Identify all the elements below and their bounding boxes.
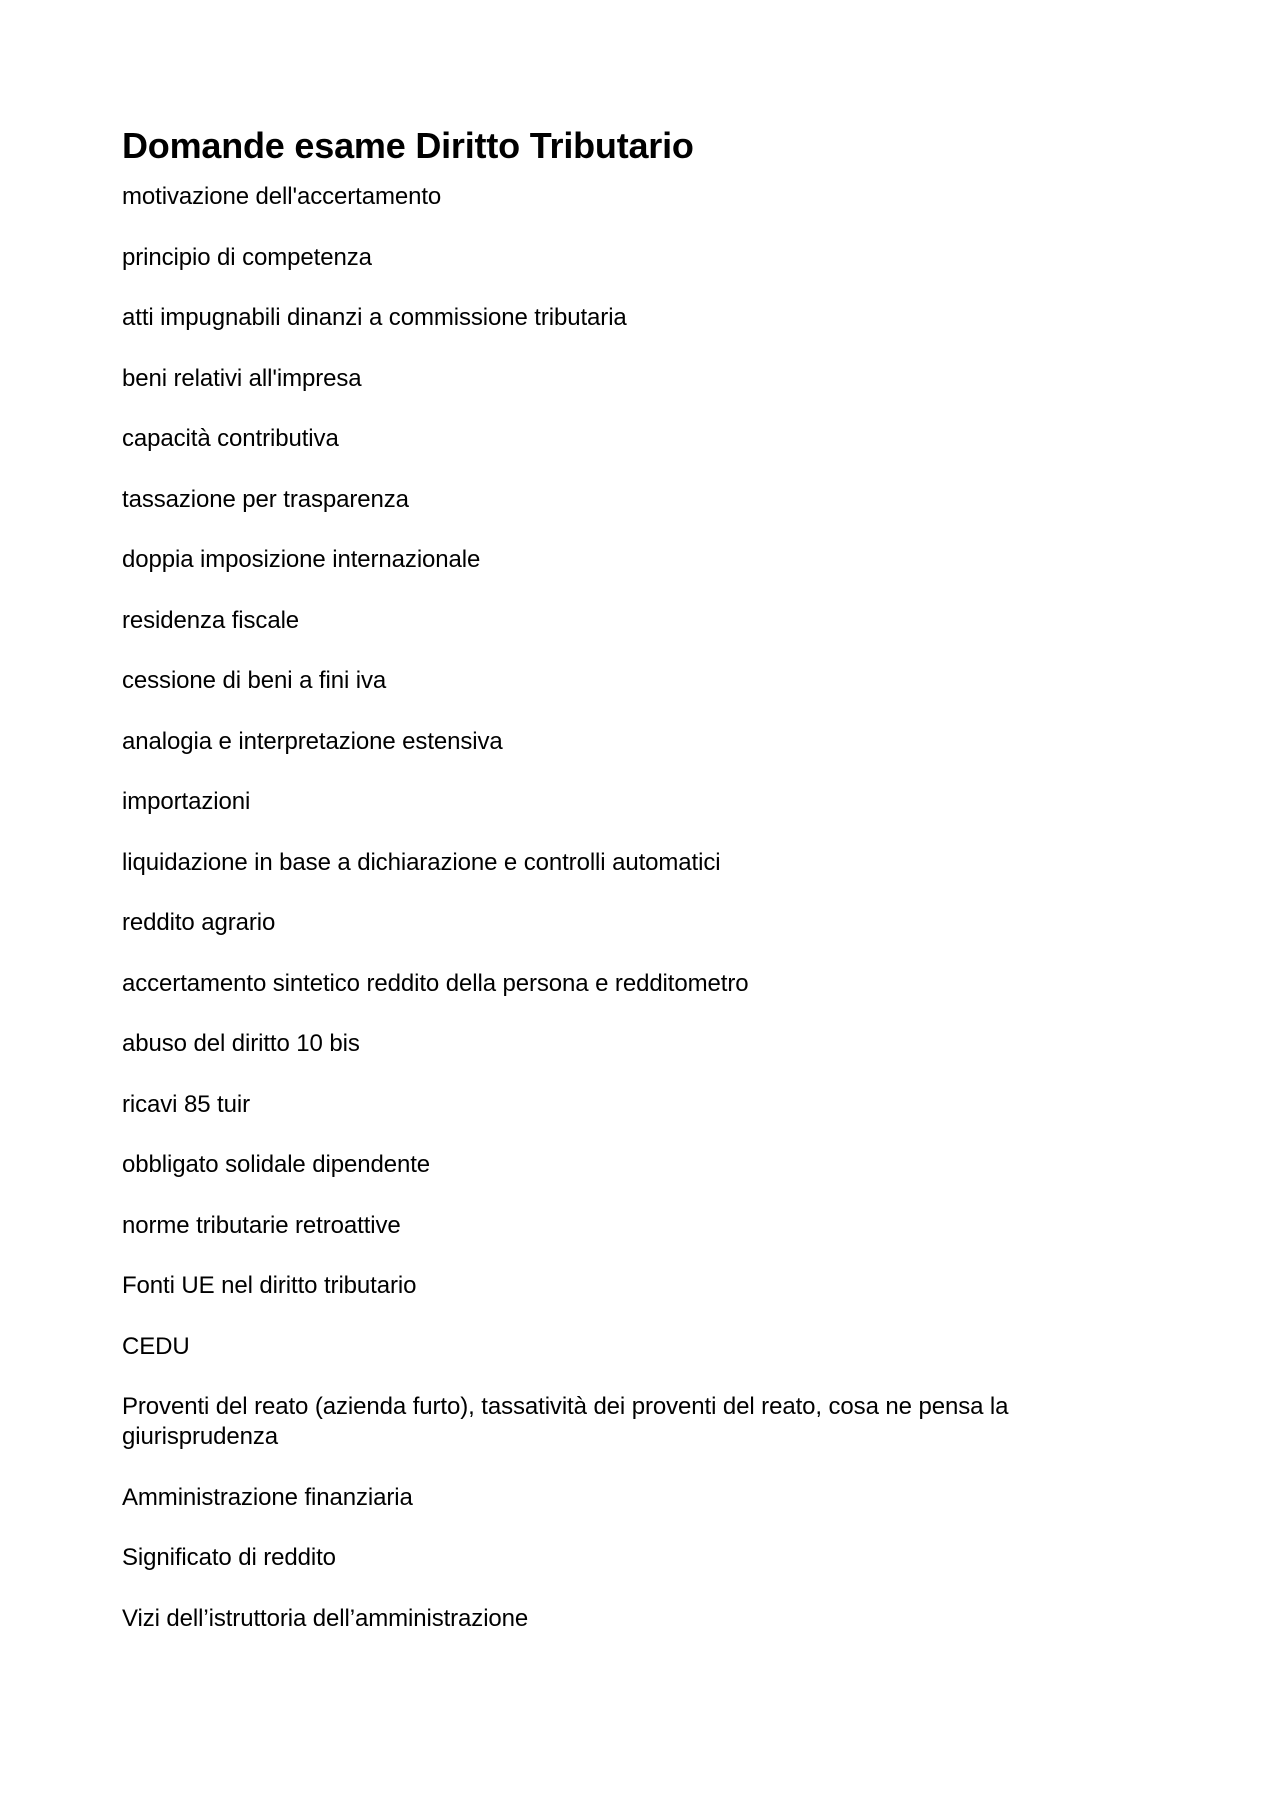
question-item: obbligato solidale dipendente (122, 1151, 431, 1178)
question-item: importazioni (122, 788, 251, 815)
question-item: residenza fiscale (122, 606, 300, 634)
question-item: principio di competenza (122, 243, 372, 271)
question-item: abuso del diritto 10 bis (122, 1030, 360, 1057)
question-item: motivazione dell'accertamento (122, 183, 442, 210)
question-item: liquidazione in base a dichiarazione e controlli automatici (122, 848, 721, 876)
question-item: beni relativi all'impresa (122, 364, 362, 392)
question-item: CEDU (122, 1332, 190, 1360)
question-item: capacità contributiva (122, 425, 339, 452)
document-page (122, 120, 1102, 1664)
question-item: reddito agrario (122, 909, 276, 936)
question-item: cessione di beni a fini iva (122, 667, 387, 694)
question-item: analogia e interpretazione estensiva (122, 727, 503, 755)
document-title: Domande esame Diritto Tributario (122, 125, 694, 166)
question-item: accertamento sintetico reddito della persona e redditometro (122, 969, 749, 997)
question-item: norme tributarie retroattive (122, 1211, 401, 1239)
question-item: ricavi 85 tuir (122, 1090, 250, 1118)
question-item: tassazione per trasparenza (122, 485, 409, 513)
question-item: Proventi del reato (azienda furto), tassatività dei proventi del reato, cosa ne pensa la giurisprudenza (122, 1393, 1009, 1450)
question-list (122, 182, 1102, 1634)
question-item: Significato di reddito (122, 1544, 336, 1571)
question-item: atti impugnabili dinanzi a commissione tributaria (122, 304, 627, 331)
question-item: Fonti UE nel diritto tributario (122, 1272, 417, 1299)
question-item: doppia imposizione internazionale (122, 546, 481, 573)
question-item: Amministrazione finanziaria (122, 1483, 413, 1511)
question-item: Vizi dell’istruttoria dell’amministrazione (122, 1604, 529, 1632)
